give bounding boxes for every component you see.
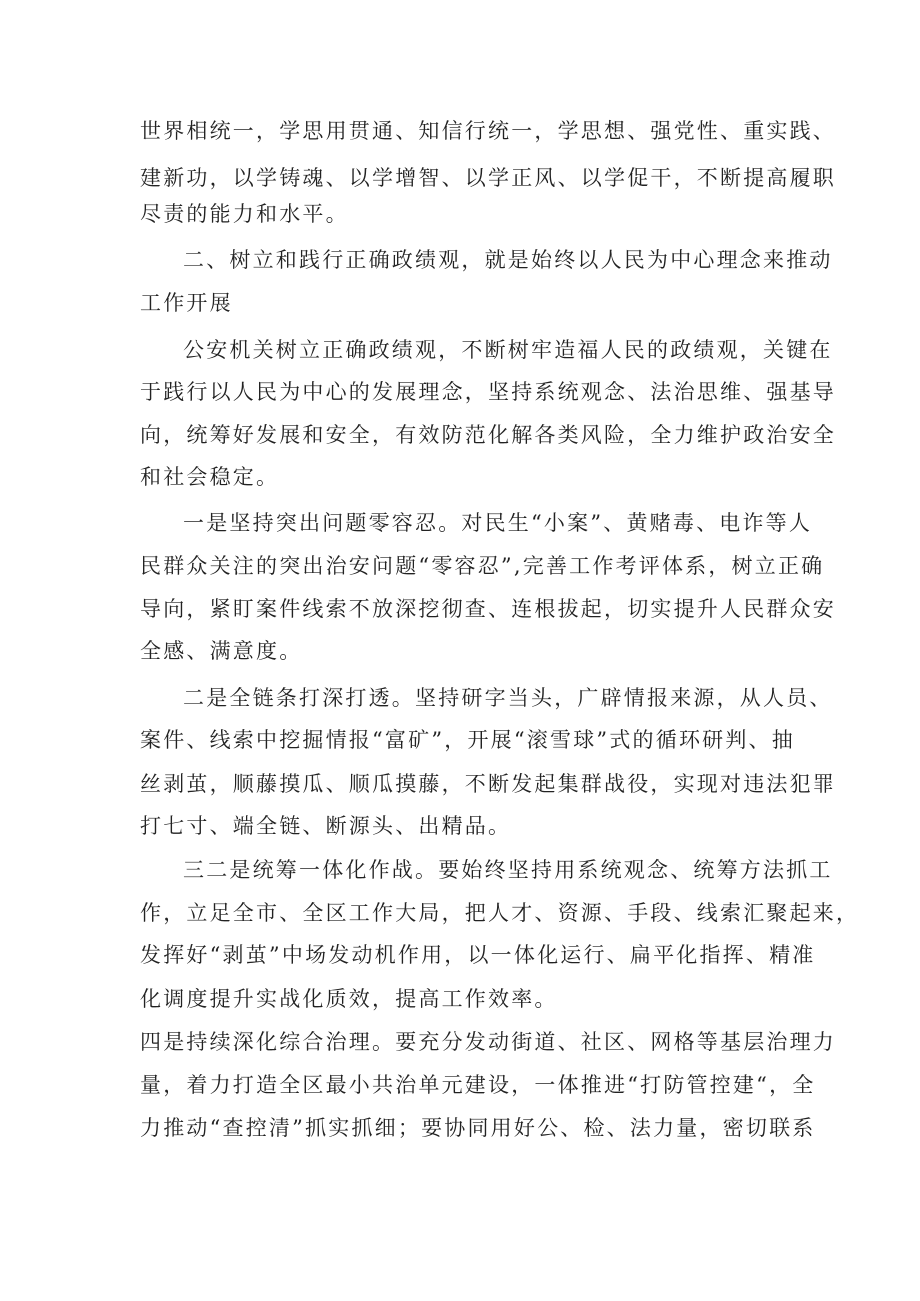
paragraph-line: 丝剥茧，顺藤摸瓜、顺瓜摸藤，不断发起集群战役，实现对违法犯罪 xyxy=(140,772,836,796)
paragraph-line: 三二是统筹一体化作战。要始终坚持用系统观念、统筹方法抓工 xyxy=(183,858,833,882)
paragraph-line: 案件、线索中挖掘情报“富矿”，开展“滚雪球”式的循环研判、抽 xyxy=(140,728,795,752)
paragraph-line: 化调度提升实战化质效，提高工作效率。 xyxy=(140,987,558,1011)
paragraph-line: 民群众关注的突出治安问题“零容忍”,完善工作考评体系，树立正确 xyxy=(140,554,825,578)
paragraph-line: 向，统筹好发展和安全，有效防范化解各类风险，全力维护政治安全 xyxy=(140,423,836,447)
paragraph-line: 力推动“查控清”抓实抓细；要协同用好公、检、法力量，密切联系 xyxy=(140,1116,816,1140)
paragraph-line: 发挥好“剥茧”中场发动机作用，以一体化运行、扁平化指挥、精准 xyxy=(140,943,816,967)
text-line: 尽责的能力和水平。 xyxy=(140,202,349,226)
paragraph-line: 导向，紧盯案件线索不放深挖彻查、连根拔起，切实提升人民群众安 xyxy=(140,597,836,621)
paragraph-line: 和社会稳定。 xyxy=(140,465,280,489)
paragraph-line: 二是全链条打深打透。坚持研字当头，广辟情报来源，从人员、 xyxy=(183,686,833,710)
section-heading: 二、树立和践行正确政绩观，就是始终以人民为中心理念来推动 xyxy=(183,248,833,272)
paragraph-line: 公安机关树立正确政绩观，不断树牢造福人民的政绩观，关键在 xyxy=(183,338,833,362)
paragraph-line: 量，着力打造全区最小共治单元建设，一体推进“打防管控建“，全 xyxy=(140,1073,816,1097)
paragraph-line: 四是持续深化综合治理。要充分发动街道、社区、网格等基层治理力 xyxy=(140,1030,836,1054)
text-line: 世界相统一，学思用贯通、知信行统一，学思想、强党性、重实践、 xyxy=(140,119,836,143)
paragraph-line: 作，立足全市、全区工作大局，把人才、资源、手段、线索汇聚起来， xyxy=(140,901,860,925)
paragraph-line: 全感、满意度。 xyxy=(140,639,303,663)
paragraph-line: 打七寸、端全链、断源头、出精品。 xyxy=(140,814,512,838)
text-line: 建新功，以学铸魂、以学增智、以学正风、以学促干，不断提高履职 xyxy=(140,166,836,190)
paragraph-line: 一是坚持突出问题零容忍。对民生“小案”、黄赌毒、电诈等人 xyxy=(183,511,813,535)
section-heading: 工作开展 xyxy=(140,291,233,315)
paragraph-line: 于践行以人民为中心的发展理念，坚持系统观念、法治思维、强基导 xyxy=(140,380,836,404)
